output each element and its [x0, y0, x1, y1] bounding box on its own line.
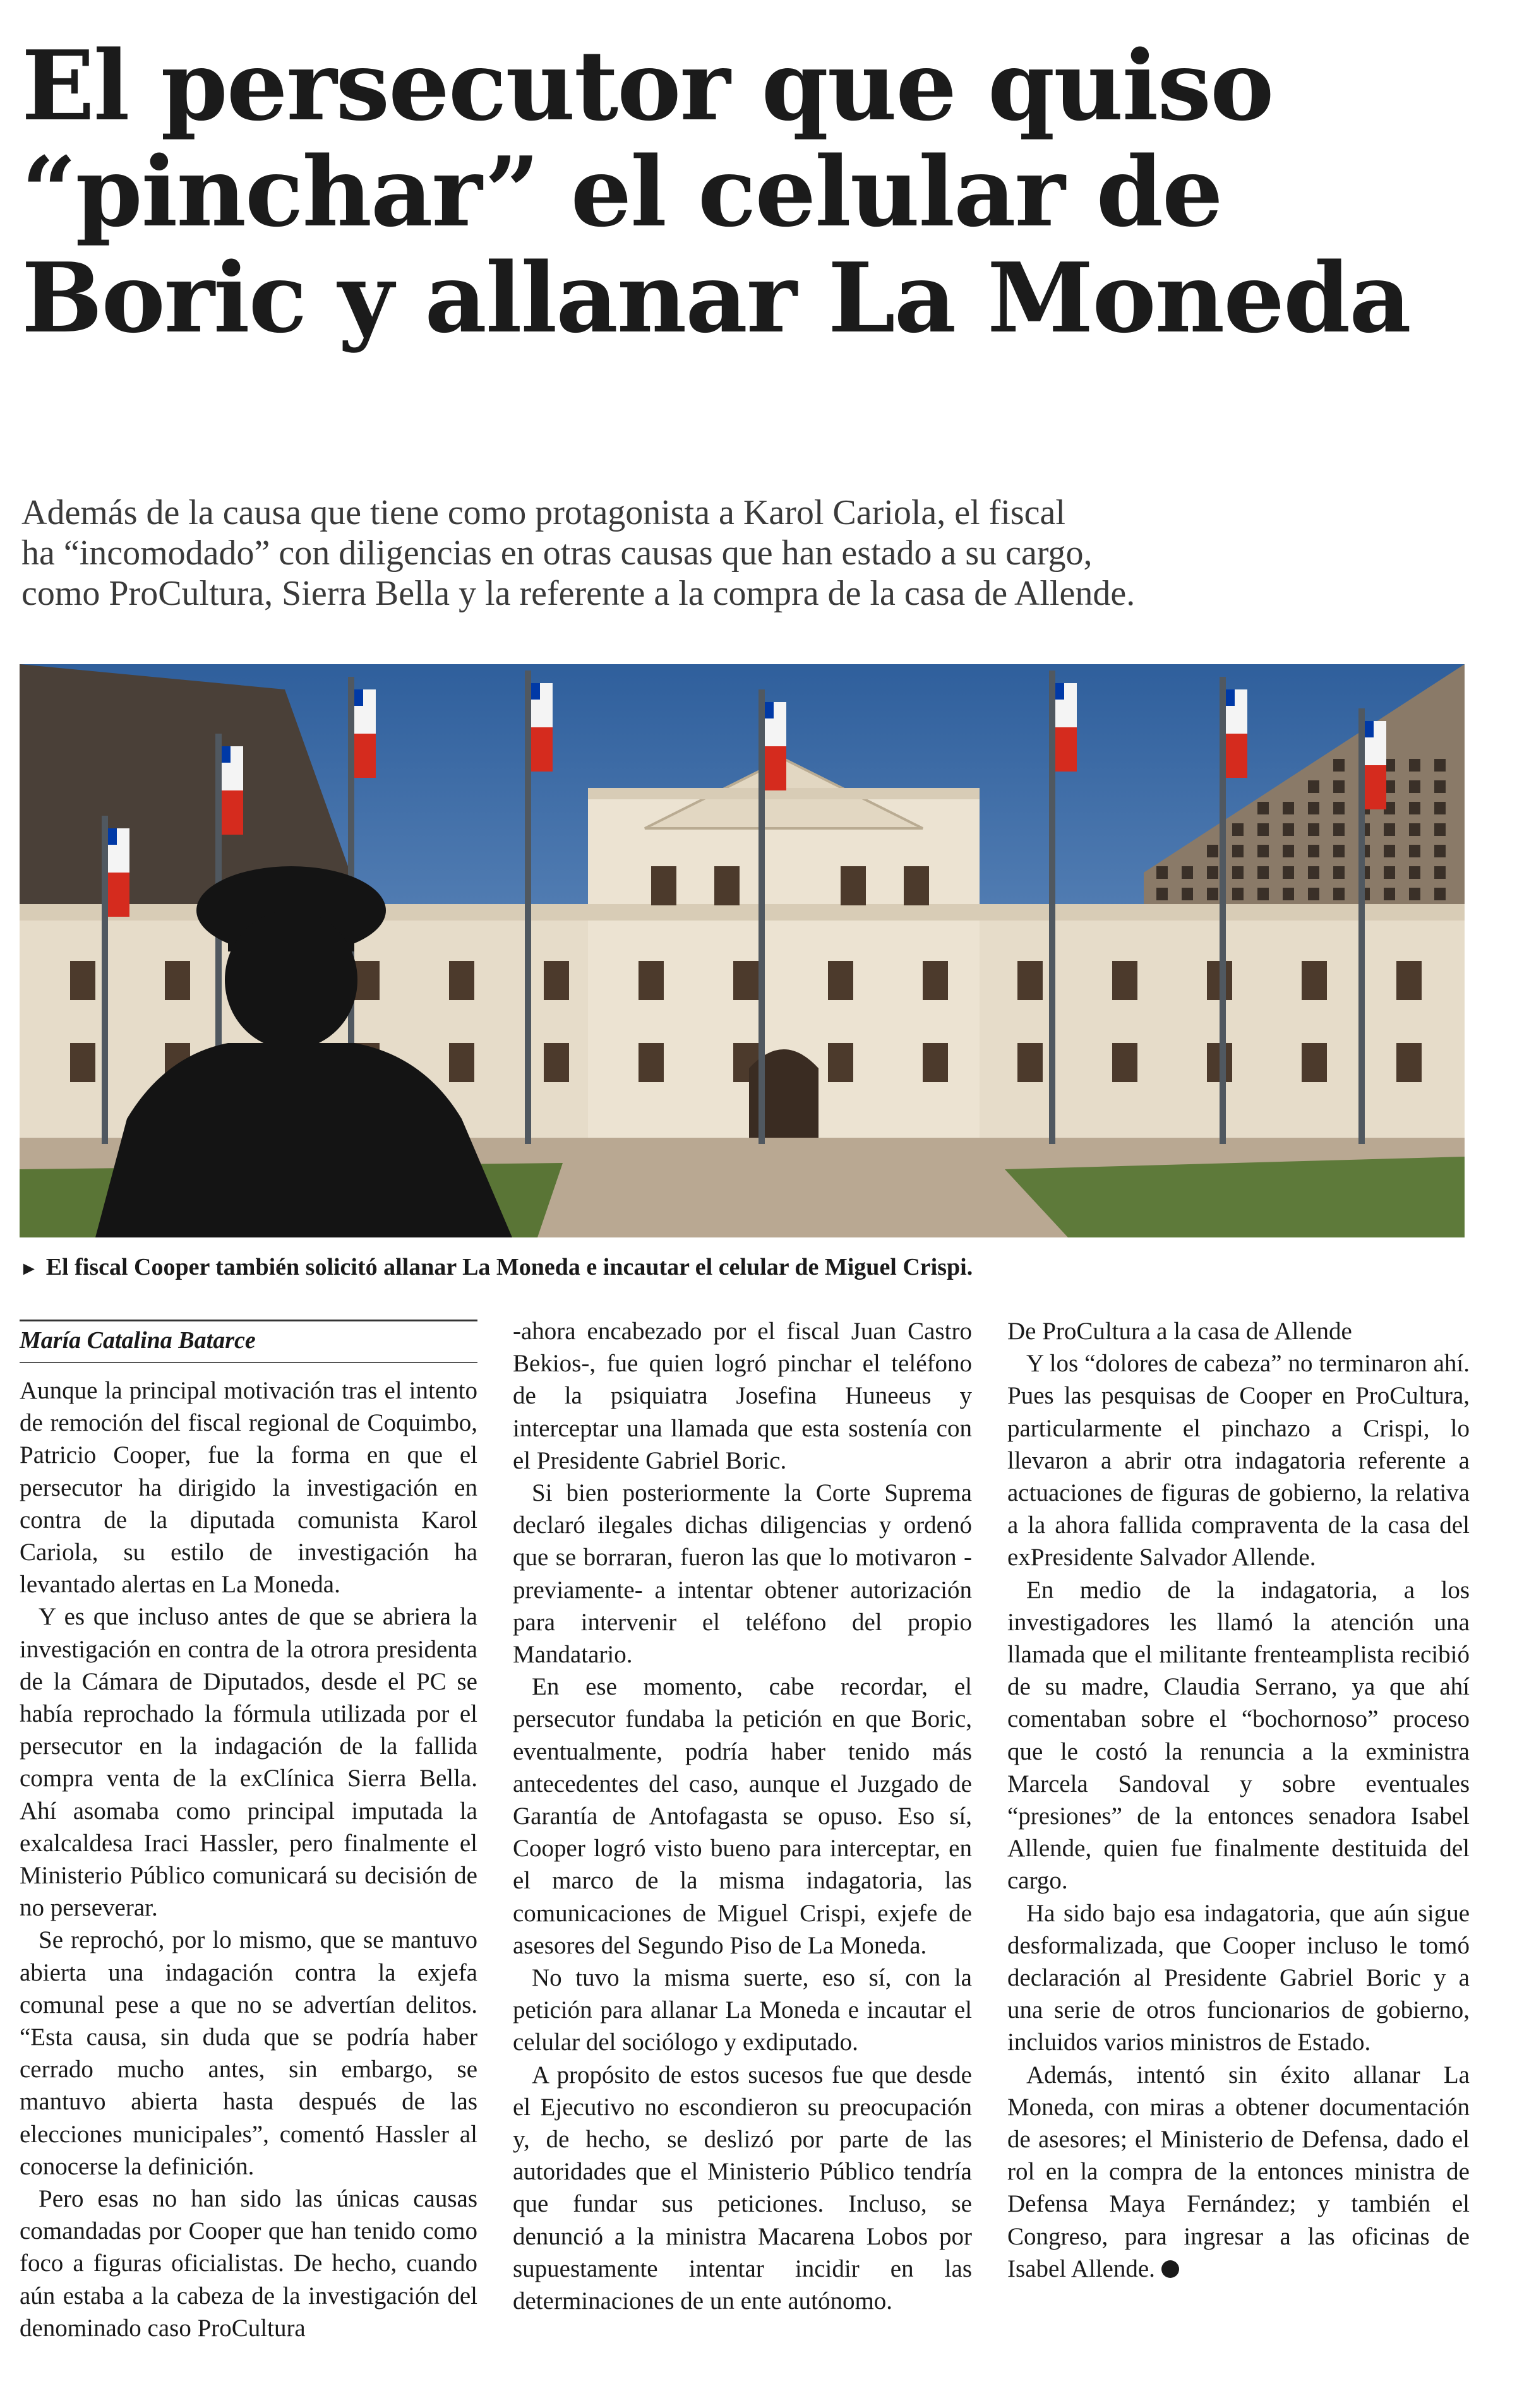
paragraph: Y es que incluso antes de que se abriera la investigación en contra de la otrora presidenta de la Cámara de Diputados, desde el PC se había reprochado la fórmula utilizada por el persecutor en la indagación de la fallida compra venta de la exClínica Sierra Bella. Ahí asomaba como principal imputada la exalcaldesa Iraci Hassler, pero finalmente el Ministerio Público comunicará su decisión de no perseverar.: [20, 1603, 477, 1922]
palace-window: [923, 1043, 948, 1082]
building-window: [1283, 802, 1294, 814]
building-window: [1156, 888, 1168, 900]
building-window: [1283, 866, 1294, 879]
building-window: [1409, 780, 1420, 793]
building-window: [1257, 888, 1269, 900]
building-window: [1232, 823, 1244, 836]
byline-rule-bottom: [20, 1362, 477, 1363]
building-window: [1384, 823, 1395, 836]
building-window: [1434, 823, 1446, 836]
paragraph: Se reprochó, por lo mismo, que se mantuvo abierta una indagación contra la exjefa comunal pese a que no se advertían delitos. “Esta causa, sin duda que se podría haber cerrado mucho antes, sin embargo, se mantuvo abierta hasta después de las elecciones municipales”, comentó Hassler al conocerse la definición.: [20, 1926, 477, 2180]
flag-red: [354, 734, 376, 778]
building-window: [1308, 888, 1319, 900]
building-window: [1308, 780, 1319, 793]
palace-window: [923, 961, 948, 1000]
palace-window: [1112, 1043, 1137, 1082]
standfirst-line: como ProCultura, Sierra Bella y la referente a la compra de la casa de Allende.: [21, 574, 1136, 613]
flag-red: [1365, 765, 1386, 809]
building-window: [1232, 845, 1244, 857]
palace-window: [1396, 1043, 1422, 1082]
building-window: [1333, 780, 1345, 793]
building-window: [1333, 823, 1345, 836]
article-column-3: [1007, 1315, 1470, 2285]
palace-window: [70, 961, 95, 1000]
building-window: [1333, 888, 1345, 900]
building-window: [1182, 888, 1193, 900]
paragraph: Si bien posteriormente la Corte Suprema declaró ilegales dichas diligencias y ordenó que se borraran, fueron las que lo motivaron -previamente- a intentar obtener autorización para intervenir el teléfono del propio Mandatario.: [513, 1479, 972, 1669]
palace-window: [904, 866, 929, 905]
paragraph-text: Además, intentó sin éxito allanar La Moneda, con miras a obtener documentación de asesores; el Ministerio de Defensa, dado el rol en la compra de la entonces ministra de Defensa Maya Fernández; y también el Congreso, para ingresar a las oficinas de Isabel Allende.: [1007, 2061, 1470, 2282]
flag-red: [108, 873, 129, 917]
headline-line: El persecutor que quiso: [21, 29, 1273, 142]
palace-window: [449, 961, 474, 1000]
building-window: [1409, 845, 1420, 857]
palace-window: [841, 866, 866, 905]
building-window: [1384, 866, 1395, 879]
paragraph: Y los “dolores de cabeza” no terminaron ahí. Pues las pesquisas de Cooper en ProCultura, particularmente el pinchazo a Crispi, lo llevaron a abrir otra indagatoria referente a actuaciones de figuras de gobierno, la relativa a la ahora fallida compraventa de la casa del exPresidente Salvador Allende.: [1007, 1350, 1470, 1571]
palace-window: [1112, 961, 1137, 1000]
grass-right: [1005, 1157, 1465, 1237]
flag-pole: [102, 816, 108, 1144]
building-window: [1207, 888, 1218, 900]
palace-window: [354, 961, 380, 1000]
palace-window: [70, 1043, 95, 1082]
building-window: [1257, 845, 1269, 857]
building-window: [1333, 845, 1345, 857]
building-window: [1207, 866, 1218, 879]
paragraph: Ha sido bajo esa indagatoria, que aún sigue desformalizada, que Cooper incluso le tomó declaración al Presidente Gabriel Boric y a una serie de otros funcionarios de gobierno, incluidos varios ministros de Estado.: [1007, 1899, 1470, 2056]
building-window: [1409, 759, 1420, 772]
building-window: [1409, 802, 1420, 814]
palace-window: [1302, 1043, 1327, 1082]
paragraph: [1007, 2059, 1470, 2285]
palace-window: [828, 1043, 853, 1082]
palace-window: [1017, 961, 1043, 1000]
flag-pole: [525, 671, 531, 1144]
building-window: [1182, 866, 1193, 879]
palace-window: [544, 1043, 569, 1082]
building-window: [1434, 845, 1446, 857]
flag-blue: [222, 746, 231, 763]
photo-caption: [20, 1253, 1472, 1284]
building-window: [1333, 802, 1345, 814]
standfirst: [21, 492, 1506, 614]
building-window: [1384, 888, 1395, 900]
byline: María Catalina Batarce: [20, 1327, 256, 1354]
palace-window: [165, 961, 190, 1000]
building-window: [1409, 866, 1420, 879]
building-window: [1384, 845, 1395, 857]
flag-blue: [531, 683, 540, 700]
building-window: [1283, 888, 1294, 900]
palace-window: [1302, 961, 1327, 1000]
palace-window: [1396, 961, 1422, 1000]
flag-blue: [108, 828, 117, 845]
flag-pole: [1049, 671, 1055, 1144]
flag-pole: [1220, 677, 1226, 1144]
flag-blue: [354, 689, 363, 706]
paragraph: A propósito de estos sucesos fue que desde el Ejecutivo no escondieron su preocupación y, de hecho, se deslizó por parte de las autoridades que el Ministerio Público tendría que fundar sus peticiones. Incluso, se denunció a la ministra Macarena Lobos por supuestamente intentar incidir en las determinaciones de un ente autónomo.: [513, 2061, 972, 2315]
building-window: [1434, 802, 1446, 814]
la-moneda-photo: [20, 664, 1465, 1237]
standfirst-line: ha “incomodado” con diligencias en otras causas que han estado a su cargo,: [21, 533, 1093, 573]
article-column-2: [513, 1315, 972, 2317]
building-window: [1333, 866, 1345, 879]
paragraph: En medio de la indagatoria, a los investigadores les llamó la atención una llamada que el militante frenteamplista recibió de su madre, Claudia Serrano, ya que ahí comentaban sobre el “bochornoso” proceso que le costó la renuncia a la exministra Marcela Sandoval y sobre eventuales “presiones” de la entonces senadora Isabel Allende, quien fue finalmente destituida del cargo.: [1007, 1576, 1470, 1895]
flag-pole: [1358, 708, 1365, 1144]
building-window: [1257, 866, 1269, 879]
building-window: [1308, 866, 1319, 879]
paragraph: Aunque la principal motivación tras el intento de remoción del fiscal regional de Coquimbo, Patricio Cooper, fue la forma en que el persecutor ha dirigido la investigación en contra de la diputada comunista Karol Cariola, su estilo de investigación ha levantado alertas en La Moneda.: [20, 1377, 477, 1599]
palace-window: [651, 866, 676, 905]
palace-window: [828, 961, 853, 1000]
building-window: [1308, 845, 1319, 857]
caption-arrow-icon: ►: [20, 1258, 39, 1279]
palace-window: [449, 1043, 474, 1082]
building-window: [1308, 823, 1319, 836]
paragraph: Pero esas no han sido las únicas causas comandadas por Cooper que han tenido como foco a figuras oficialistas. De hecho, cuando aún estaba a la cabeza de la investigación del denominado caso ProCultura: [20, 2185, 477, 2342]
building-window: [1156, 866, 1168, 879]
palace-window: [544, 961, 569, 1000]
flag-red: [531, 727, 553, 772]
palace-window: [1017, 1043, 1043, 1082]
paragraph: -ahora encabezado por el fiscal Juan Castro Bekios-, fue quien logró pinchar el teléfono de la psiquiatra Josefina Huneeus y interceptar una llamada que esta sostenía con el Presidente Gabriel Boric.: [513, 1318, 972, 1474]
building-window: [1409, 823, 1420, 836]
section-subhead: De ProCultura a la casa de Allende: [1007, 1318, 1352, 1345]
flag-pole: [759, 689, 765, 1144]
flag-red: [222, 790, 243, 835]
building-window: [1308, 802, 1319, 814]
building-window: [1434, 780, 1446, 793]
flag-red: [1226, 734, 1247, 778]
headline-line: Boric y allanar La Moneda: [21, 241, 1410, 354]
building-window: [1409, 888, 1420, 900]
building-window: [1283, 845, 1294, 857]
caption-text: El fiscal Cooper también solicitó allanar La Moneda e incautar el celular de Miguel Crispi.: [45, 1254, 973, 1280]
standfirst-line: Además de la causa que tiene como protagonista a Karol Cariola, el fiscal: [21, 493, 1065, 532]
building-window: [1434, 759, 1446, 772]
flag-red: [765, 746, 786, 790]
building-window: [1232, 866, 1244, 879]
photo-illustration: [20, 664, 1465, 1237]
building-window: [1257, 802, 1269, 814]
palace-window: [733, 961, 759, 1000]
building-window: [1207, 845, 1218, 857]
flag-blue: [765, 702, 774, 718]
building-window: [1257, 823, 1269, 836]
flag-blue: [1365, 721, 1374, 737]
building-window: [1434, 888, 1446, 900]
building-window: [1283, 823, 1294, 836]
building-window: [1434, 866, 1446, 879]
building-window: [1333, 759, 1345, 772]
flag-blue: [1055, 683, 1064, 700]
headline: [21, 29, 1474, 354]
end-mark-icon: [1161, 2260, 1179, 2278]
article-column-1: [20, 1313, 477, 2344]
palace-window: [639, 961, 664, 1000]
palace-window: [714, 866, 740, 905]
paragraph: En ese momento, cabe recordar, el persecutor fundaba la petición en que Boric, eventualmente, podría haber tenido más antecedentes del caso, aunque el Juzgado de Garantía de Antofagasta se opuso. Eso sí, Cooper logró visto bueno para interceptar, en el marco de la misma indagatoria, las comunicaciones de Miguel Crispi, exjefe de asesores del Segundo Piso de La Moneda.: [513, 1673, 972, 1959]
headline-line: “pinchar” el celular de: [21, 135, 1222, 248]
palace-window: [639, 1043, 664, 1082]
flag-red: [1055, 727, 1077, 772]
building-window: [1232, 888, 1244, 900]
flag-blue: [1226, 689, 1235, 706]
paragraph: No tuvo la misma suerte, eso sí, con la petición para allanar La Moneda e incautar el celular del sociólogo y exdiputado.: [513, 1964, 972, 2056]
